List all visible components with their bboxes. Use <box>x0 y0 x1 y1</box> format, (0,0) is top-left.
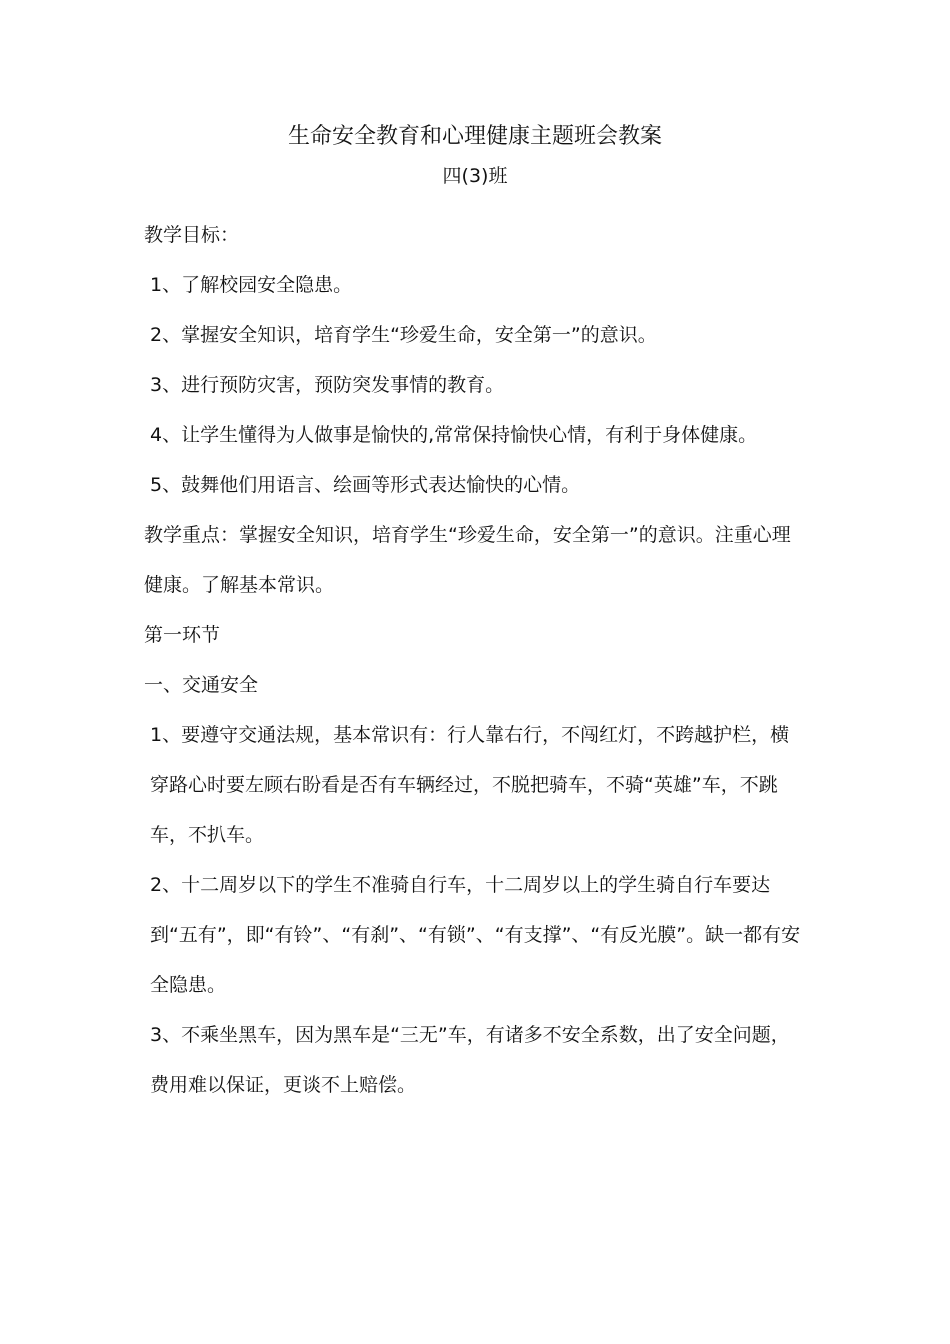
objective-item: 1、了解校园安全隐患。 <box>150 274 353 296</box>
teaching-focus: 教学重点：掌握安全知识，培育学生“珍爱生命，安全第一”的意识。注重心理健康。了解基本常识。 <box>144 524 791 596</box>
traffic-rule-item: 1、要遵守交通法规，基本常识有：行人靠右行，不闯红灯，不跨越护栏，横穿路心时要左顾右盼看是否有车辆经过，不脱把骑车，不骑“英雄”车，不跳车，不扒车。 <box>150 724 790 846</box>
section-heading-part-one: 第一环节 <box>144 624 221 646</box>
objective-item: 3、进行预防灾害，预防突发事情的教育。 <box>150 374 505 396</box>
document-body <box>144 210 806 1110</box>
traffic-rule-item: 2、十二周岁以下的学生不准骑自行车，十二周岁以上的学生骑自行车要达到“五有”，即“有铃”、“有刹”、“有锁”、“有支撑”、“有反光膜”。缺一都有安全隐患。 <box>150 874 801 996</box>
objective-item: 2、掌握安全知识，培育学生“珍爱生命，安全第一”的意识。 <box>150 324 657 346</box>
objective-item: 4、让学生懂得为人做事是愉快的,常常保持愉快心情，有利于身体健康。 <box>150 424 758 446</box>
traffic-rule-item: 3、不乘坐黑车，因为黑车是“三无”车，有诸多不安全系数，出了安全问题，费用难以保证，更谈不上赔偿。 <box>150 1024 790 1096</box>
objective-item: 5、鼓舞他们用语言、绘画等形式表达愉快的心情。 <box>150 474 581 496</box>
section-heading-traffic-safety: 一、交通安全 <box>144 674 259 696</box>
document-title: 生命安全教育和心理健康主题班会教案 <box>287 124 662 149</box>
section-heading-objectives: 教学目标： <box>144 224 240 246</box>
class-name: 四(3)班 <box>442 165 508 187</box>
